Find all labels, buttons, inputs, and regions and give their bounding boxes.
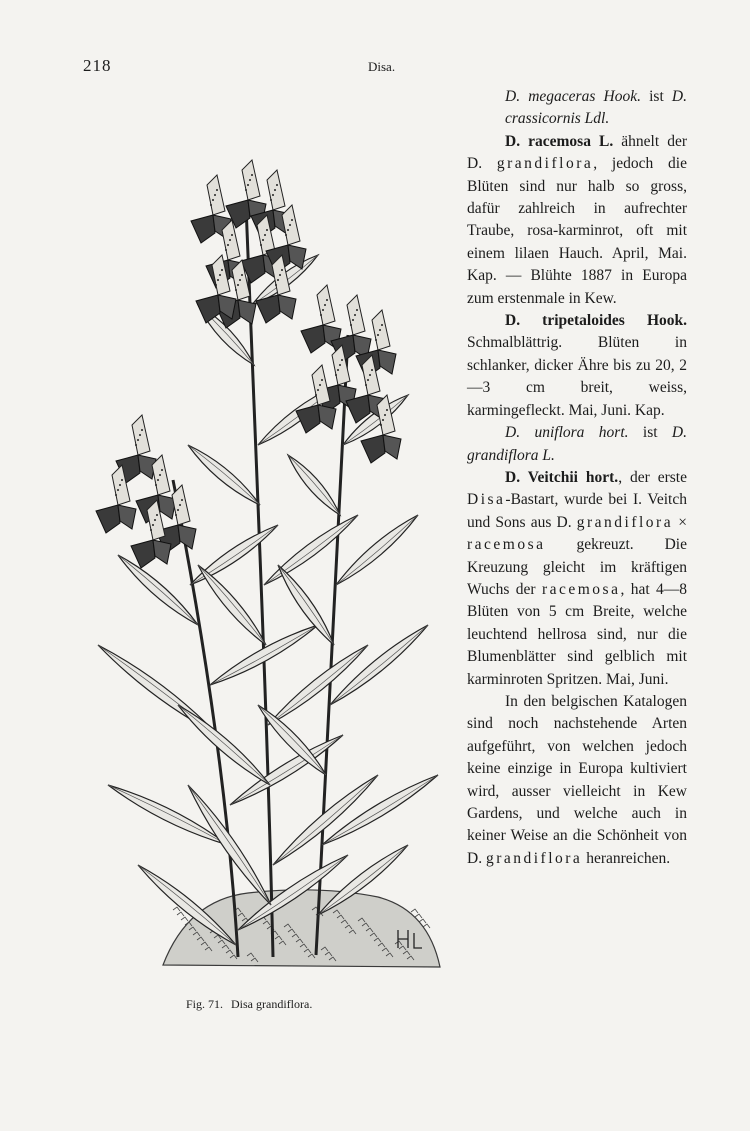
flower-spot: [179, 504, 181, 506]
flower-spot: [262, 239, 264, 241]
paragraph-uniflora: [467, 422, 687, 467]
spaced-name: racemosa: [467, 536, 546, 554]
paragraph-tripetaloides: [467, 310, 687, 422]
flower-spot: [181, 499, 183, 501]
paragraph-text: gekreuzt. Die Kreuzung gleicht im kräftigen Wuchs der: [467, 536, 687, 598]
flower-spot: [365, 384, 367, 386]
flower-spot: [135, 444, 137, 446]
flower-spot: [266, 229, 268, 231]
soil-texture: [415, 914, 422, 918]
soil-texture: [177, 912, 184, 916]
flower-spot: [245, 189, 247, 191]
flower-sepal-side: [318, 405, 336, 429]
species-name: D. crassicornis Ldl.: [505, 88, 687, 128]
species-name: D. uniflora hort.: [505, 424, 629, 442]
flower-spot: [214, 194, 216, 196]
paragraph-text: -Bastart, wurde bei I. Veitch und Sons aus D.: [467, 491, 687, 531]
paragraph-text: ist: [640, 88, 664, 105]
flower-spot: [212, 199, 214, 201]
flower-spot: [322, 309, 324, 311]
leaf: [188, 445, 260, 505]
flower-spot: [335, 374, 337, 376]
flower-spot: [210, 204, 212, 206]
flower-spot: [377, 334, 379, 336]
flower-sepal-side: [278, 295, 296, 319]
flower-spot: [227, 244, 229, 246]
flower-spot: [291, 219, 293, 221]
figure-caption-text: Disa grandiflora.: [231, 997, 313, 1011]
flower-spot: [367, 379, 369, 381]
paragraph-text: In den belgischen Katalogen sind noch nachstehende Arten aufgeführt, von welchen jedoch keine einzige in Europa kultiviert wird, ausser vielleicht in Kew Gardens, und welche auch in keiner Weise an die Schönheit von D.: [467, 692, 687, 867]
flower-spot: [121, 479, 123, 481]
flower-spot: [241, 274, 243, 276]
flower-spot: [247, 184, 249, 186]
flower-spot: [155, 484, 157, 486]
flower-spot: [137, 439, 139, 441]
flower-sepal-side: [378, 350, 396, 374]
flower-spot: [369, 374, 371, 376]
spaced-name: grandiflora: [576, 513, 674, 531]
flower-spot: [217, 279, 219, 281]
flower-spot: [276, 184, 278, 186]
soil-texture: [181, 917, 188, 921]
flower-spot: [237, 284, 239, 286]
species-name: D. megaceras Hook.: [505, 88, 641, 105]
spaced-name: grandiflora: [485, 849, 583, 867]
flower-spot: [279, 274, 281, 276]
paragraph-text: ähnelt der D.: [467, 132, 687, 173]
spaced-name: racemosa: [541, 580, 621, 598]
species-name: D. Veitchii hort.: [505, 468, 619, 486]
flower-sepal-side: [178, 525, 196, 549]
flower-spot: [216, 189, 218, 191]
flower-spot: [289, 224, 291, 226]
flower-spot: [141, 429, 143, 431]
flower-spot: [154, 519, 156, 521]
flower-spot: [356, 309, 358, 311]
flower-spot: [384, 414, 386, 416]
figure-caption: [186, 997, 312, 1012]
flower-spot: [380, 424, 382, 426]
flower-spot: [177, 509, 179, 511]
paragraph-text: Schmalblättrig. Blüten in schlanker, dicker Ähre bis zu 20, 2—3 cm breit, weiss, karmingefleckt. Mai, Juni. Kap.: [467, 334, 687, 419]
flower-spot: [320, 314, 322, 316]
flower-sepal-side: [153, 540, 171, 564]
flower-spot: [321, 379, 323, 381]
flower-spot: [272, 194, 274, 196]
text-column: [467, 86, 687, 870]
flower-sepal-dark: [361, 435, 385, 463]
flower-spot: [375, 339, 377, 341]
flower-spot: [341, 359, 343, 361]
flower-spot: [381, 324, 383, 326]
flower-spot: [337, 369, 339, 371]
paragraph-megaceras: [467, 86, 687, 131]
species-name: D. racemosa L.: [505, 132, 614, 150]
flower-spot: [215, 284, 217, 286]
flower-spot: [239, 279, 241, 281]
flower-spot: [260, 244, 262, 246]
flower-spot: [119, 484, 121, 486]
species-name: D. grandiflora L.: [467, 424, 687, 464]
flower-spot: [354, 314, 356, 316]
flower-spot: [274, 189, 276, 191]
flower-spot: [225, 249, 227, 251]
flower-spot: [231, 234, 233, 236]
flower-spot: [315, 394, 317, 396]
flower-spot: [161, 469, 163, 471]
flower-spot: [386, 409, 388, 411]
figure-label: Fig. 71.: [186, 997, 224, 1011]
flower-sepal-side: [118, 505, 136, 529]
flower-spot: [235, 289, 237, 291]
flower-spot: [175, 514, 177, 516]
flower-spot: [275, 284, 277, 286]
flower-spot: [221, 269, 223, 271]
flower-spot: [115, 494, 117, 496]
flower-spot: [159, 474, 161, 476]
flower-sepal-dark: [301, 325, 325, 353]
flower-spot: [157, 479, 159, 481]
flower-spot: [339, 364, 341, 366]
paragraph-text: ist: [628, 424, 672, 442]
flower-sepal-side: [383, 435, 401, 459]
flower-spot: [156, 514, 158, 516]
running-title: Disa.: [368, 59, 396, 74]
flower-spot: [229, 239, 231, 241]
leaf: [188, 785, 271, 905]
flower-spot: [350, 324, 352, 326]
flower-spot: [277, 279, 279, 281]
flower-spot: [219, 274, 221, 276]
leaf: [190, 525, 278, 585]
paragraph-text: , der erste: [618, 468, 687, 486]
flower-sepal-side: [238, 300, 256, 324]
flower-spot: [270, 199, 272, 201]
figure-disa-grandiflora-illustration: [78, 85, 463, 980]
flower-spot: [264, 234, 266, 236]
flower-spot: [319, 384, 321, 386]
paragraph-text: , jedoch die Blüten sind nur halb so gross, dafür zahlreich in aufrechter Traube, rosa-karminrot, oft mit einem lilaen Hauch. April, Mai. Kap. — Blühte 1887 in Europa zum erstenmale in Kew.: [467, 155, 687, 307]
flower-sepal-dark: [191, 215, 215, 243]
flower-spot: [152, 524, 154, 526]
paragraph-racemosa: [467, 131, 687, 310]
paragraph-text: heranreichen.: [582, 849, 671, 867]
paragraph-veitchii: [467, 467, 687, 691]
flower-spot: [317, 389, 319, 391]
spaced-name: grandiflora: [496, 155, 594, 173]
flower-spot: [382, 419, 384, 421]
soil-texture: [173, 907, 180, 911]
leaf: [288, 455, 340, 515]
flower-sepal-dark: [131, 540, 155, 568]
flower-spot: [287, 229, 289, 231]
page-number: 218: [83, 56, 112, 75]
flower-spot: [324, 304, 326, 306]
flower-spot: [251, 174, 253, 176]
flower-spot: [281, 269, 283, 271]
leaf: [118, 555, 198, 625]
flower-spot: [117, 489, 119, 491]
flower-spot: [285, 234, 287, 236]
soil-mound: [163, 890, 440, 967]
paragraph-text: ×: [673, 513, 687, 531]
flower-spot: [249, 179, 251, 181]
paragraph-belgian-catalogues: [467, 691, 687, 870]
spaced-name: Disa: [467, 491, 506, 509]
leaf: [198, 565, 266, 645]
flower-spot: [371, 369, 373, 371]
species-name: D. tripetaloides Hook.: [505, 312, 687, 330]
flower-spot: [150, 529, 152, 531]
paragraph-text: , hat 4—8 Blüten von 5 cm Breite, welche leuchtend hellrosa sind, nur die Blumenblätter sind gelblich mit karminroten Spritzen. Mai, Juni.: [467, 580, 687, 688]
flower-spot: [326, 299, 328, 301]
flower-spot: [139, 434, 141, 436]
flower-sepal-dark: [96, 505, 120, 533]
soil-texture: [411, 909, 418, 913]
flower-spot: [379, 329, 381, 331]
flower-spot: [352, 319, 354, 321]
leaf: [178, 705, 270, 785]
